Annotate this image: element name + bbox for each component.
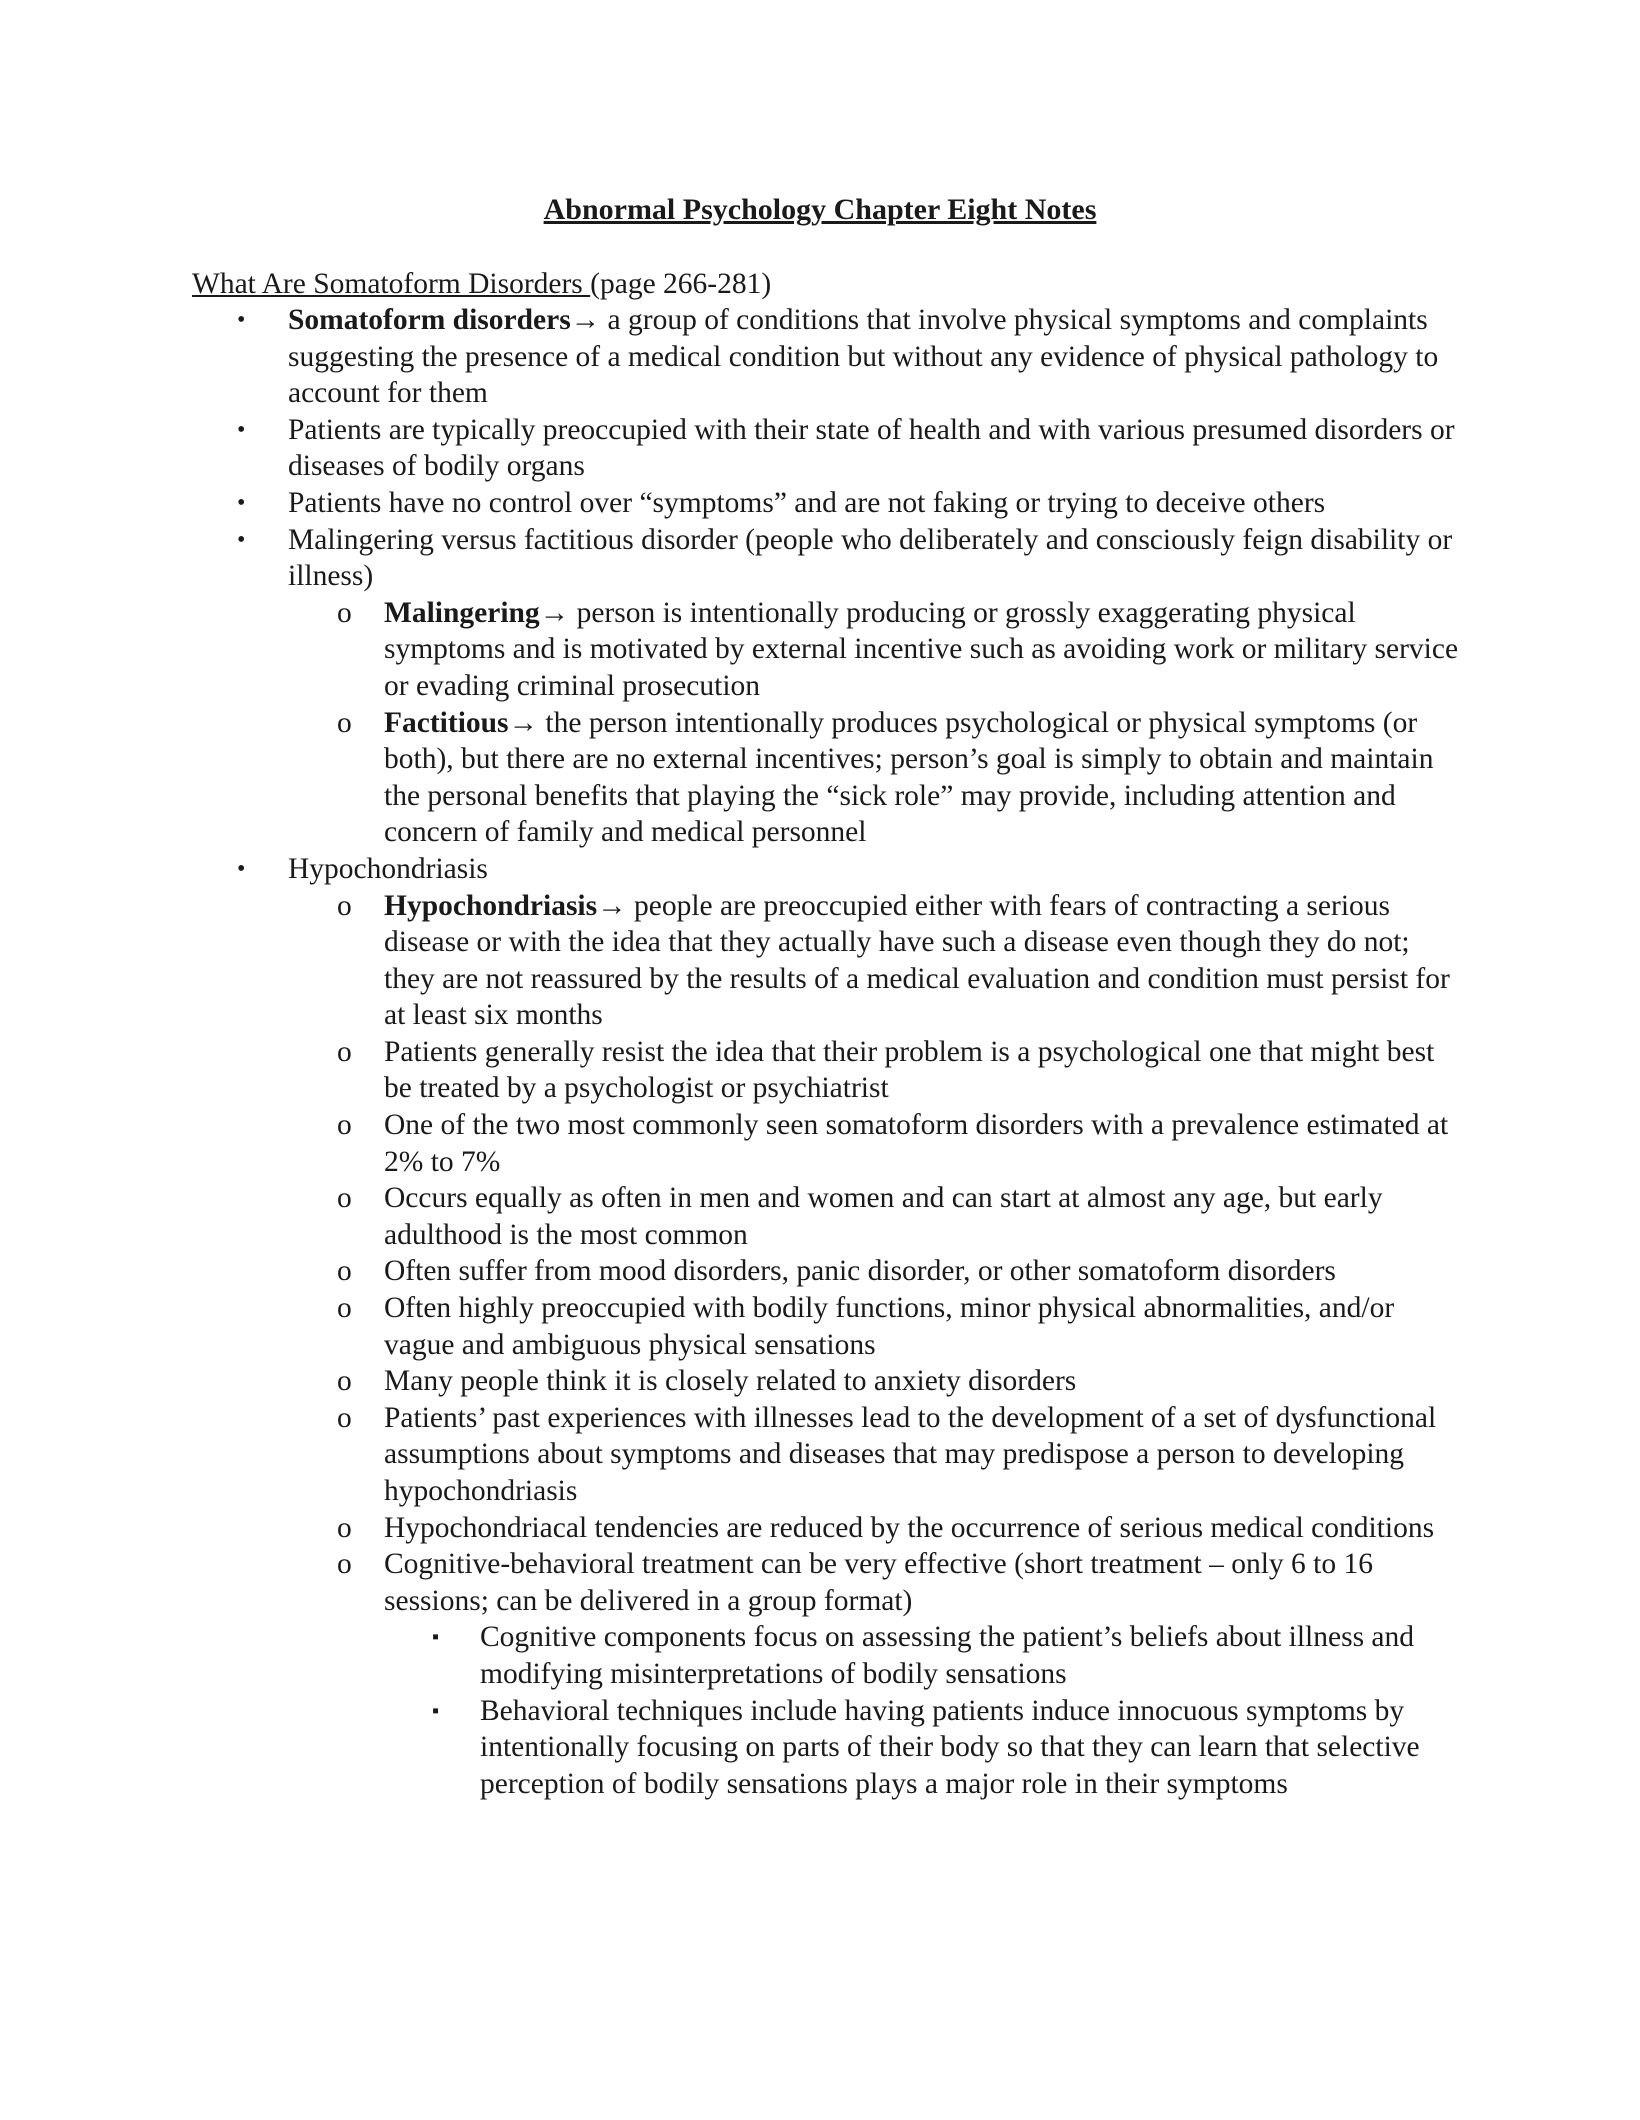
item-text: a group of conditions that involve physical symptoms and complaints suggesting the presence of a medical condition but without any evidence of physical pathology to account for them <box>288 304 1439 410</box>
sub-item <box>0 888 1460 1034</box>
sub-item <box>0 1180 1460 1253</box>
circle-marker: o <box>337 1292 352 1325</box>
sub-item <box>0 1400 1460 1510</box>
sub-item <box>0 1546 1460 1619</box>
bullet-item <box>0 302 1460 412</box>
item-text: One of the two most commonly seen somatoform disorders with a prevalence estimated at 2% to 7% <box>384 1109 1449 1178</box>
bullet-marker: • <box>237 307 246 333</box>
defined-term: Malingering→ <box>384 596 570 629</box>
item-text: Hypochondriacal tendencies are reduced by the occurrence of serious medical conditions <box>384 1511 1435 1544</box>
item-text: people are preoccupied either with fears of contracting a serious disease or with the idea that they actually have such a disease even though they do not; they are not reassured by the results of a medical evaluation and condition must persist for at least six months <box>384 889 1450 1032</box>
sub-item <box>0 595 1460 705</box>
sub-item <box>0 1253 1460 1290</box>
sub-item <box>0 1363 1460 1400</box>
circle-marker: o <box>337 1511 352 1544</box>
item-text: Occurs equally as often in men and women and can start at almost any age, but early adulthood is the most common <box>384 1182 1383 1251</box>
circle-marker: o <box>337 1035 352 1068</box>
bullet-marker: • <box>237 855 246 882</box>
item-text: Often suffer from mood disorders, panic disorder, or other somatoform disorders <box>384 1255 1336 1288</box>
item-text: Cognitive components focus on assessing the patient’s beliefs about illness and modifying misinterpretations of bodily sensations <box>480 1621 1415 1690</box>
item-text: Patients are typically preoccupied with their state of health and with various presumed disorders or diseases of bodily organs <box>288 413 1455 483</box>
circle-marker: o <box>337 1255 352 1288</box>
item-text: Patients have no control over “symptoms” and are not faking or trying to deceive others <box>288 486 1326 519</box>
circle-marker: o <box>337 596 352 629</box>
circle-marker: o <box>337 706 352 739</box>
item-text: Malingering versus factitious disorder (people who deliberately and consciously feign disability or illness) <box>288 523 1453 593</box>
square-marker: ▪ <box>432 1626 440 1649</box>
section-heading <box>192 266 771 302</box>
item-text: Behavioral techniques include having patients induce innocuous symptoms by intentionally focusing on parts of their body so that they can learn that selective perception of bodily sensations plays a major role in their symptoms <box>480 1694 1420 1800</box>
circle-marker: o <box>337 889 352 922</box>
square-marker: ▪ <box>432 1699 440 1722</box>
item-text: Many people think it is closely related to anxiety disorders <box>384 1365 1077 1398</box>
item-text: the person intentionally produces psychological or physical symptoms (or both), but there are no external incentives; person’s goal is simply to obtain and maintain the personal benefits that playing the “sick role” may provide, including attention and concern of family and medical personnel <box>384 706 1434 849</box>
bullet-item <box>0 851 1460 888</box>
bullet-marker: • <box>237 489 246 516</box>
item-text: Often highly preoccupied with bodily functions, minor physical abnormalities, and/or vague and ambiguous physical sensations <box>384 1292 1395 1361</box>
document-title: Abnormal Psychology Chapter Eight Notes <box>543 193 1097 226</box>
sub-item <box>0 1510 1460 1547</box>
circle-marker: o <box>337 1548 352 1581</box>
sub-item <box>0 1290 1460 1363</box>
notes-list <box>0 302 1640 1802</box>
defined-term: Hypochondriasis→ <box>384 889 627 922</box>
bullet-item <box>0 485 1460 522</box>
section-heading-text: What Are Somatoform Disorders <box>192 268 591 300</box>
sub-item <box>0 1034 1460 1107</box>
circle-marker: o <box>337 1109 352 1142</box>
circle-marker: o <box>337 1365 352 1398</box>
section-page-range: (page 266-281) <box>590 268 772 300</box>
item-text: Cognitive-behavioral treatment can be very effective (short treatment – only 6 to 16 sessions; can be delivered in a group format) <box>384 1548 1373 1617</box>
defined-term: Somatoform disorders→ <box>288 304 601 336</box>
sub-sub-item <box>0 1619 1460 1692</box>
bullet-item <box>0 412 1460 485</box>
item-text: Patients’ past experiences with illnesses lead to the development of a set of dysfunctional assumptions about symptoms and diseases that may predispose a person to developing hypochondriasis <box>384 1401 1437 1507</box>
item-text: Hypochondriasis <box>288 852 488 885</box>
circle-marker: o <box>337 1401 352 1434</box>
defined-term: Factitious→ <box>384 706 539 739</box>
bullet-marker: • <box>237 416 246 443</box>
item-text: Patients generally resist the idea that their problem is a psychological one that might best be treated by a psychologist or psychiatrist <box>384 1035 1435 1105</box>
bullet-item <box>0 522 1460 595</box>
sub-sub-item <box>0 1693 1460 1803</box>
bullet-marker: • <box>237 526 246 553</box>
sub-item <box>0 1107 1460 1180</box>
circle-marker: o <box>337 1182 352 1215</box>
item-text: person is intentionally producing or grossly exaggerating physical symptoms and is motivated by external incentive such as avoiding work or military service or evading criminal prosecution <box>384 596 1459 702</box>
sub-item <box>0 705 1460 851</box>
